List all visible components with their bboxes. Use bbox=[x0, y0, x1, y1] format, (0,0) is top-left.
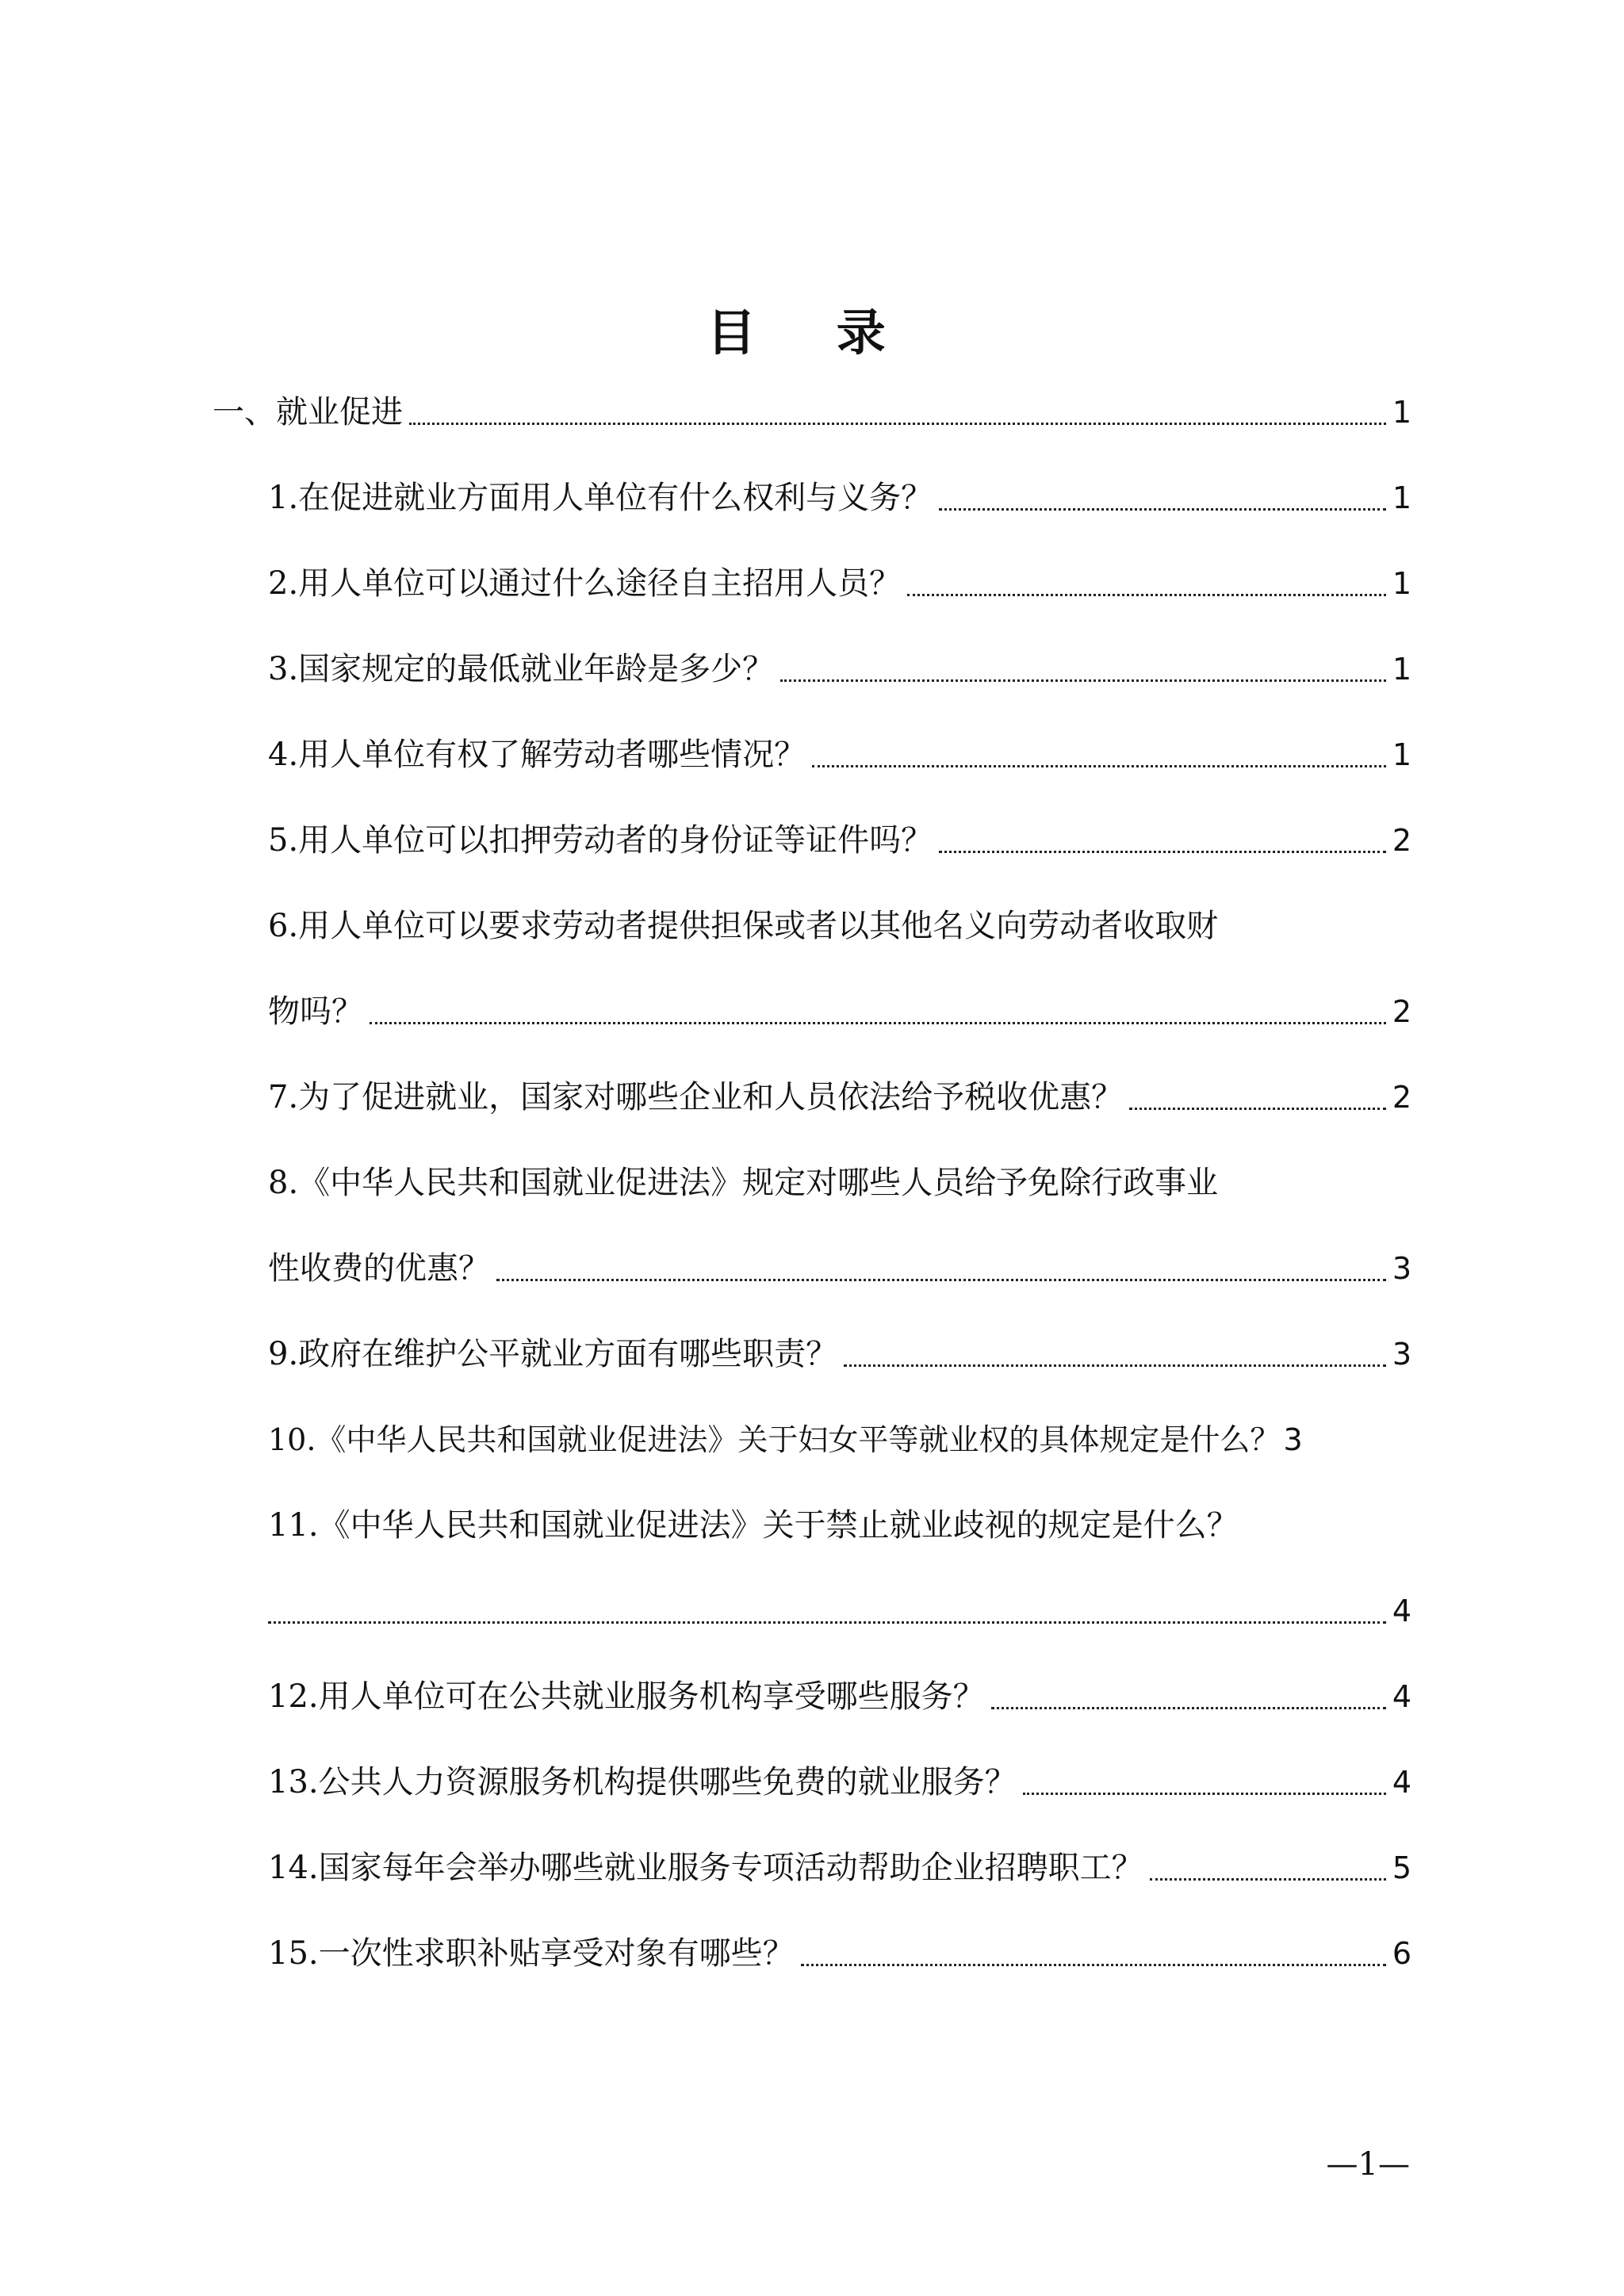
dot-leader bbox=[907, 593, 1386, 596]
toc-section-row[interactable] bbox=[213, 388, 1411, 436]
dot-leader bbox=[780, 679, 1386, 682]
toc-entry[interactable] bbox=[268, 1245, 1411, 1292]
toc-entry-text: 2.用人单位可以通过什么途径自主招用人员？ bbox=[268, 565, 902, 602]
toc-page-number: 5 bbox=[1392, 1850, 1411, 1885]
toc-entry-text: 4.用人单位有权了解劳动者哪些情况？ bbox=[268, 737, 806, 773]
toc-page-number: 3 bbox=[1392, 1337, 1411, 1372]
toc-page-number: 4 bbox=[1392, 1679, 1411, 1714]
toc-page-number: 4 bbox=[1392, 1594, 1411, 1628]
toc-page-number: 1 bbox=[1392, 566, 1411, 601]
toc-entry[interactable] bbox=[268, 988, 1411, 1035]
toc-entry-first-line[interactable]: 6.用人单位可以要求劳动者提供担保或者以其他名义向劳动者收取财 bbox=[268, 908, 1219, 944]
toc-page-number: 1 bbox=[1392, 737, 1411, 772]
footer-page-number: —1— bbox=[1326, 2146, 1410, 2183]
toc-page-number: 2 bbox=[1392, 1080, 1411, 1115]
toc-section-label: 一、就业促进 bbox=[213, 394, 403, 430]
toc-entry[interactable] bbox=[268, 474, 1411, 522]
toc-entry[interactable] bbox=[268, 1587, 1411, 1635]
toc-entry-text: 12.用人单位可在公共就业服务机构享受哪些服务？ bbox=[268, 1678, 985, 1715]
dot-leader bbox=[812, 764, 1386, 767]
toc-entry[interactable] bbox=[268, 1930, 1411, 1977]
toc-entry-text: 5.用人单位可以扣押劳动者的身份证等证件吗？ bbox=[268, 822, 933, 859]
dot-leader bbox=[801, 1963, 1386, 1966]
toc-entry[interactable] bbox=[268, 560, 1411, 607]
toc-entry-text: 3.国家规定的最低就业年龄是多少？ bbox=[268, 651, 775, 687]
dot-leader bbox=[496, 1278, 1386, 1281]
toc-title: 目 录 bbox=[707, 304, 917, 362]
dot-leader bbox=[1129, 1107, 1386, 1110]
toc-page-number: 1 bbox=[1392, 480, 1411, 515]
dot-leader bbox=[991, 1706, 1386, 1709]
toc-entry-text: 9.政府在维护公平就业方面有哪些职责？ bbox=[268, 1336, 838, 1372]
dot-leader bbox=[939, 507, 1386, 511]
toc-entry-first-line[interactable]: 11.《中华人民共和国就业促进法》关于禁止就业歧视的规定是什么？ bbox=[268, 1507, 1239, 1544]
toc-entry-text: 7.为了促进就业，国家对哪些企业和人员依法给予税收优惠？ bbox=[268, 1079, 1124, 1115]
toc-entry-first-line[interactable]: 8.《中华人民共和国就业促进法》规定对哪些人员给予免除行政事业 bbox=[268, 1165, 1219, 1201]
dot-leader bbox=[409, 422, 1386, 425]
dot-leader bbox=[370, 1021, 1386, 1024]
toc-entry[interactable] bbox=[268, 645, 1411, 693]
toc-entry-text: 14.国家每年会举办哪些就业服务专项活动帮助企业招聘职工？ bbox=[268, 1850, 1143, 1886]
toc-entry-text: 15.一次性求职补贴享受对象有哪些？ bbox=[268, 1935, 795, 1972]
toc-entry[interactable] bbox=[268, 1073, 1411, 1121]
toc-page-number: 3 bbox=[1283, 1422, 1303, 1457]
toc-entry-text: 10.《中华人民共和国就业促进法》关于妇女平等就业权的具体规定是什么？ bbox=[268, 1422, 1281, 1457]
toc-page-number: 2 bbox=[1392, 823, 1411, 858]
toc-entry-text: 13.公共人力资源服务机构提供哪些免费的就业服务？ bbox=[268, 1764, 1017, 1800]
toc-page-number: 1 bbox=[1392, 652, 1411, 687]
toc-page-number: 6 bbox=[1392, 1936, 1411, 1971]
toc-entry-text: 1.在促进就业方面用人单位有什么权利与义务？ bbox=[268, 480, 933, 516]
dot-leader bbox=[939, 850, 1386, 853]
toc-entry[interactable] bbox=[268, 1330, 1411, 1378]
toc-entry[interactable] bbox=[268, 1844, 1411, 1892]
toc-entry[interactable] bbox=[268, 1416, 1426, 1464]
toc-entry[interactable] bbox=[268, 1673, 1411, 1720]
toc-entry-text: 物吗？ bbox=[268, 993, 363, 1030]
toc-entry[interactable] bbox=[268, 731, 1411, 779]
toc-page-number: 1 bbox=[1392, 395, 1411, 430]
dot-leader bbox=[844, 1364, 1386, 1367]
toc-page-number: 4 bbox=[1392, 1765, 1411, 1800]
dot-leader bbox=[1150, 1877, 1386, 1881]
toc-page-number: 3 bbox=[1392, 1251, 1411, 1286]
toc-page-number: 2 bbox=[1392, 994, 1411, 1029]
toc-entry[interactable] bbox=[268, 817, 1411, 864]
toc-entry[interactable] bbox=[268, 1758, 1411, 1806]
toc-entry-text: 性收费的优惠？ bbox=[268, 1250, 490, 1287]
dot-leader bbox=[268, 1621, 1386, 1624]
dot-leader bbox=[1023, 1792, 1386, 1795]
